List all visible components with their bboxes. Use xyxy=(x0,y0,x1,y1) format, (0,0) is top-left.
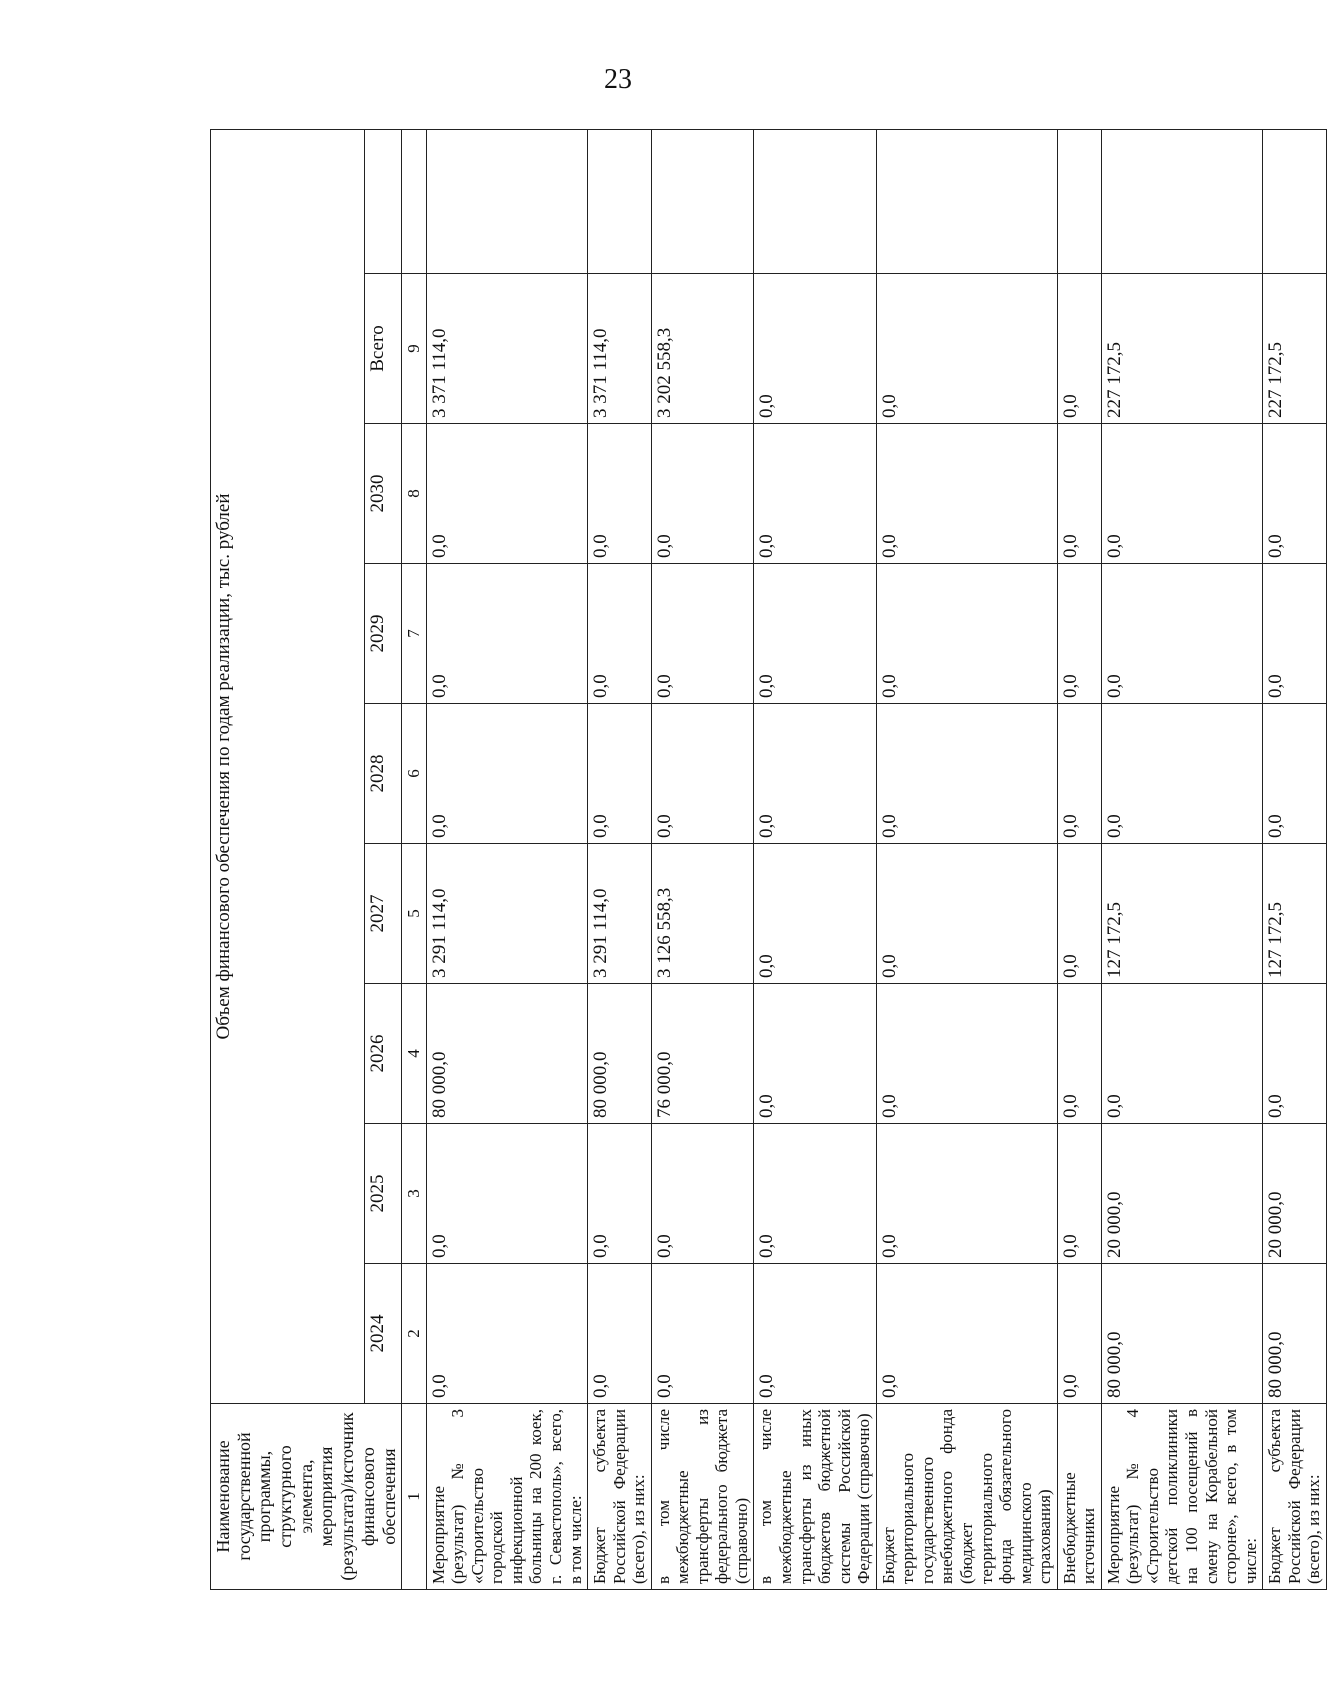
cell-value: 3 371 114,0 xyxy=(426,274,587,424)
cell-value: 0,0 xyxy=(754,844,876,984)
table-row xyxy=(1101,129,1262,1589)
cell-value: 0,0 xyxy=(1101,704,1262,844)
empty-header-cell xyxy=(365,129,402,273)
cell-value: 127 172,5 xyxy=(1263,844,1327,984)
cell-value: 0,0 xyxy=(426,704,587,844)
cell-value: 0,0 xyxy=(876,1264,1057,1404)
cell-value: 0,0 xyxy=(876,704,1057,844)
row-name: Бюджет территориального государственного внебюджетного фонда (бюджет территориального фонда обязательного медицинского страхования) xyxy=(876,1404,1057,1590)
page-number: 23 xyxy=(604,64,632,95)
cell-value: 0,0 xyxy=(1057,1264,1101,1404)
empty-cell xyxy=(1101,129,1262,273)
table-row xyxy=(754,129,876,1589)
cell-value: 0,0 xyxy=(1263,424,1327,564)
cell-value: 0,0 xyxy=(754,274,876,424)
cell-value: 0,0 xyxy=(426,564,587,704)
cell-value: 0,0 xyxy=(651,1124,754,1264)
cell-value: 0,0 xyxy=(1057,274,1101,424)
cell-value: 80 000,0 xyxy=(1263,1264,1327,1404)
financing-table xyxy=(210,129,1327,1590)
cell-value: 3 291 114,0 xyxy=(588,844,652,984)
cell-value: 80 000,0 xyxy=(426,984,587,1124)
cell-value: 0,0 xyxy=(876,564,1057,704)
cell-value: 0,0 xyxy=(1101,984,1262,1124)
cell-value: 0,0 xyxy=(754,424,876,564)
column-number: 9 xyxy=(402,274,427,424)
empty-cell xyxy=(1057,129,1101,273)
table-row xyxy=(876,129,1057,1589)
cell-value: 3 291 114,0 xyxy=(426,844,587,984)
year-header: 2025 xyxy=(365,1124,402,1264)
column-number: 1 xyxy=(402,1404,427,1590)
cell-value: 0,0 xyxy=(588,564,652,704)
row-name: Внебюджетные источники xyxy=(1057,1404,1101,1590)
cell-value: 0,0 xyxy=(651,704,754,844)
cell-value: 0,0 xyxy=(754,1124,876,1264)
cell-value: 20 000,0 xyxy=(1101,1124,1262,1264)
cell-value: 227 172,5 xyxy=(1101,274,1262,424)
rotated-table-container xyxy=(210,130,1324,1590)
cell-value: 0,0 xyxy=(1101,424,1262,564)
column-number: 7 xyxy=(402,564,427,704)
row-name: в том числе межбюджетные трансферты из иных бюджетов бюджетной системы Российской Федерации (справочно) xyxy=(754,1404,876,1590)
cell-value: 0,0 xyxy=(1263,564,1327,704)
row-name: Бюджет субъекта Российской Федерации (всего), из них: xyxy=(1263,1404,1327,1590)
year-header: 2030 xyxy=(365,424,402,564)
cell-value: 0,0 xyxy=(588,1124,652,1264)
row-name: Мероприятие (результат) № 4 «Строительство детской поликлиники на 100 посещений в смену на Корабельной стороне», всего, в том числе: xyxy=(1101,1404,1262,1590)
empty-number-cell xyxy=(402,129,427,273)
cell-value: 0,0 xyxy=(1057,844,1101,984)
row-name: Мероприятие (результат) № 3 «Строительство городской инфекционной больницы на 200 коек, г. Севастополь», всего, в том числе: xyxy=(426,1404,587,1590)
cell-value: 3 371 114,0 xyxy=(588,274,652,424)
row-name: в том числе межбюджетные трансферты из федерального бюджета (справочно) xyxy=(651,1404,754,1590)
table-row xyxy=(426,129,587,1589)
empty-cell xyxy=(588,129,652,273)
name-column-header: Наименование государственной программы, структурного элемента, мероприятия (результата)/источник финансового обеспечения xyxy=(211,1404,402,1590)
total-header: Всего xyxy=(365,274,402,424)
cell-value: 0,0 xyxy=(426,424,587,564)
cell-value: 0,0 xyxy=(651,424,754,564)
cell-value: 0,0 xyxy=(588,704,652,844)
column-number: 3 xyxy=(402,1124,427,1264)
cell-value: 0,0 xyxy=(754,984,876,1124)
cell-value: 0,0 xyxy=(876,1124,1057,1264)
column-number: 6 xyxy=(402,704,427,844)
column-number: 5 xyxy=(402,844,427,984)
cell-value: 20 000,0 xyxy=(1263,1124,1327,1264)
cell-value: 0,0 xyxy=(1057,424,1101,564)
year-header: 2027 xyxy=(365,844,402,984)
empty-cell xyxy=(1263,129,1327,273)
cell-value: 127 172,5 xyxy=(1101,844,1262,984)
cell-value: 0,0 xyxy=(1263,984,1327,1124)
cell-value: 0,0 xyxy=(754,704,876,844)
empty-cell xyxy=(876,129,1057,273)
cell-value: 80 000,0 xyxy=(1101,1264,1262,1404)
cell-value: 0,0 xyxy=(876,424,1057,564)
cell-value: 0,0 xyxy=(426,1264,587,1404)
year-header: 2029 xyxy=(365,564,402,704)
table-row xyxy=(651,129,754,1589)
table-row xyxy=(1263,129,1327,1589)
cell-value: 227 172,5 xyxy=(1263,274,1327,424)
empty-cell xyxy=(426,129,587,273)
cell-value: 0,0 xyxy=(876,984,1057,1124)
column-number: 2 xyxy=(402,1264,427,1404)
year-header: 2026 xyxy=(365,984,402,1124)
cell-value: 0,0 xyxy=(1057,984,1101,1124)
cell-value: 0,0 xyxy=(1057,1124,1101,1264)
cell-value: 0,0 xyxy=(876,274,1057,424)
cell-value: 0,0 xyxy=(1057,704,1101,844)
empty-cell xyxy=(651,129,754,273)
cell-value: 0,0 xyxy=(1263,704,1327,844)
cell-value: 0,0 xyxy=(651,1264,754,1404)
row-name: Бюджет субъекта Российской Федерации (всего), из них: xyxy=(588,1404,652,1590)
cell-value: 0,0 xyxy=(588,1264,652,1404)
table-row xyxy=(1057,129,1101,1589)
column-number: 8 xyxy=(402,424,427,564)
table-row xyxy=(588,129,652,1589)
cell-value: 80 000,0 xyxy=(588,984,652,1124)
cell-value: 0,0 xyxy=(1101,564,1262,704)
cell-value: 0,0 xyxy=(754,564,876,704)
cell-value: 0,0 xyxy=(588,424,652,564)
cell-value: 3 126 558,3 xyxy=(651,844,754,984)
cell-value: 3 202 558,3 xyxy=(651,274,754,424)
cell-value: 0,0 xyxy=(426,1124,587,1264)
empty-cell xyxy=(754,129,876,273)
volume-header: Объем финансового обеспечения по годам реализации, тыс. рублей xyxy=(211,129,365,1403)
year-header: 2024 xyxy=(365,1264,402,1404)
cell-value: 0,0 xyxy=(1057,564,1101,704)
year-header: 2028 xyxy=(365,704,402,844)
cell-value: 0,0 xyxy=(876,844,1057,984)
cell-value: 76 000,0 xyxy=(651,984,754,1124)
cell-value: 0,0 xyxy=(651,564,754,704)
column-number: 4 xyxy=(402,984,427,1124)
cell-value: 0,0 xyxy=(754,1264,876,1404)
